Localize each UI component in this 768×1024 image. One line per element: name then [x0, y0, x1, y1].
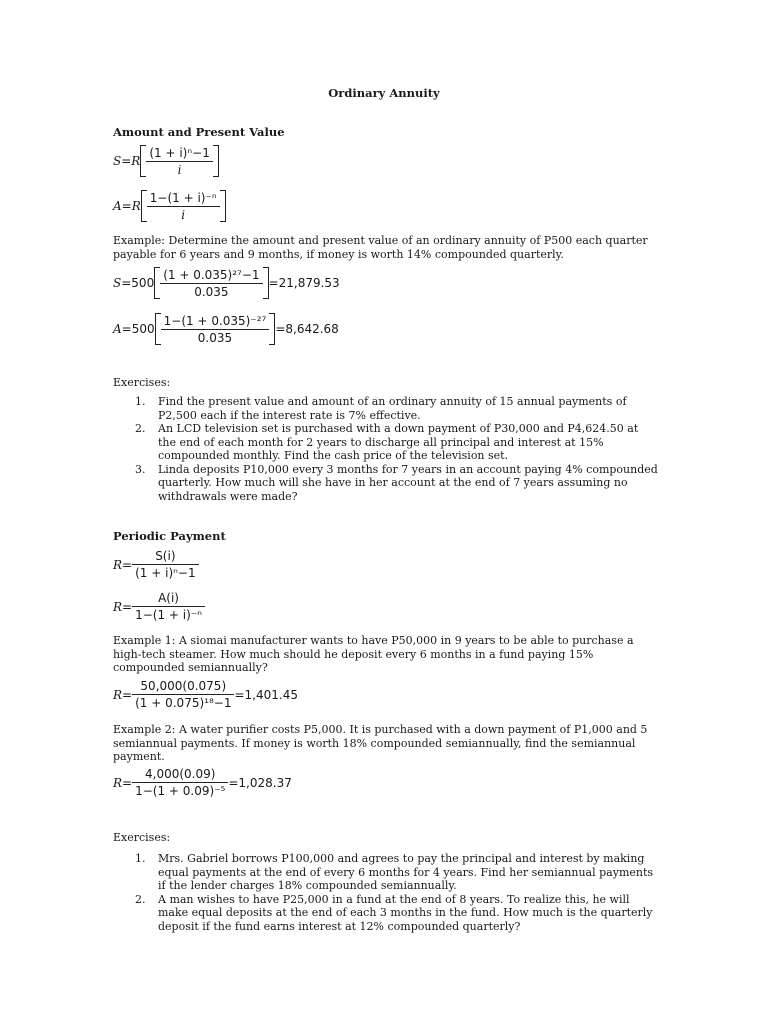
exercises-heading-1: Exercises:	[113, 376, 171, 389]
exercises-heading-2: Exercises:	[113, 831, 171, 844]
exercise-list-1	[113, 395, 658, 503]
right-bracket	[220, 190, 226, 222]
exercise-list-2	[113, 852, 658, 933]
section-heading-amount-present-value: Amount and Present Value	[113, 125, 285, 139]
list-item: 3. Linda deposits P10,000 every 3 months for 7 years in an account paying 4% compounded quarterly. How much will she have in her account at the end of 7 years assuming no withdrawals were made?	[135, 462, 658, 503]
page-title: Ordinary Annuity	[328, 86, 440, 100]
list-item: 1. Find the present value and amount of an ordinary annuity of 15 annual payments of P2,500 each if the interest rate is 7% effective.	[135, 395, 627, 422]
calc-present-value: A = 500 $\frac{\text{1−(1 + 0.035)⁻²⁷}}{0.035}$ =8,642.68	[113, 313, 339, 345]
section-heading-periodic-payment: Periodic Payment	[113, 529, 226, 543]
calc-example-1-result: =1,401.45	[234, 687, 298, 702]
calc-amount-result: =21,879.53	[268, 276, 340, 290]
formula-present-value: A = R $\frac{\text{1−(1 + i)⁻ⁿ}}{i}$	[113, 190, 226, 222]
formula-payment-present-value: R = $\frac{A(i)}{\text{1−(1 + i)⁻ⁿ}}$	[113, 591, 205, 622]
list-item: 2. An LCD television set is purchased with a down payment of P30,000 and P4,624.50 at the end of each month for 2 years to discharge all principal and interest at 15% compounded monthly. Find the cash price of the television set.	[135, 422, 639, 462]
calc-present-value-result: =8,642.68	[275, 322, 339, 336]
calc-example-1: R = $\frac{50,000(0.075)}{\text{(1 + 0.075)¹⁸−1}}$ =1,401.45	[113, 679, 298, 710]
list-item: 1. Mrs. Gabriel borrows P100,000 and agrees to pay the principal and interest by making equal payments at the end of every 6 months for 4 years. Find her semiannual payments if the lender charges 18% compounded semiannually.	[135, 852, 654, 892]
example-paragraph: Example: Determine the amount and present value of an ordinary annuity of P500 each quarter payable for 6 years and 9 months, if money is worth 14% compounded quarterly.	[113, 234, 648, 261]
formula-amount: S = R $\frac{\text{(1 + i)ⁿ−1}}{i}$	[113, 145, 219, 177]
calc-example-2-result: =1,028.37	[228, 775, 292, 790]
right-bracket	[213, 145, 219, 177]
list-item: 2. A man wishes to have P25,000 in a fund at the end of 8 years. To realize this, he will make equal deposits at the end of each 3 months in the fund. How much is the quarterly deposit if the fund earns interest at 12% compounded quarterly?	[135, 892, 653, 933]
formula-payment-amount: R = $\frac{S(i)}{\text{(1 + i)ⁿ−1}}$	[113, 549, 199, 580]
example-1-paragraph: Example 1: A siomai manufacturer wants to have P50,000 in 9 years to be able to purchase a high-tech steamer. How much should he deposit every 6 months in a fund paying 15% compounded semiannually?	[113, 634, 634, 674]
example-2-paragraph: Example 2: A water purifier costs P5,000. It is purchased with a down payment of P1,000 and 5 semiannual payments. If money is worth 18% compounded semiannually, find the semiannual payment.	[113, 723, 648, 763]
calc-example-2: R = $\frac{4,000(0.09)}{\text{1−(1 + 0.09)⁻⁵}}$ =1,028.37	[113, 767, 292, 798]
calc-amount: S = 500 $\frac{\text{(1 + 0.035)²⁷−1}}{0.035}$ =21,879.53	[113, 267, 340, 299]
